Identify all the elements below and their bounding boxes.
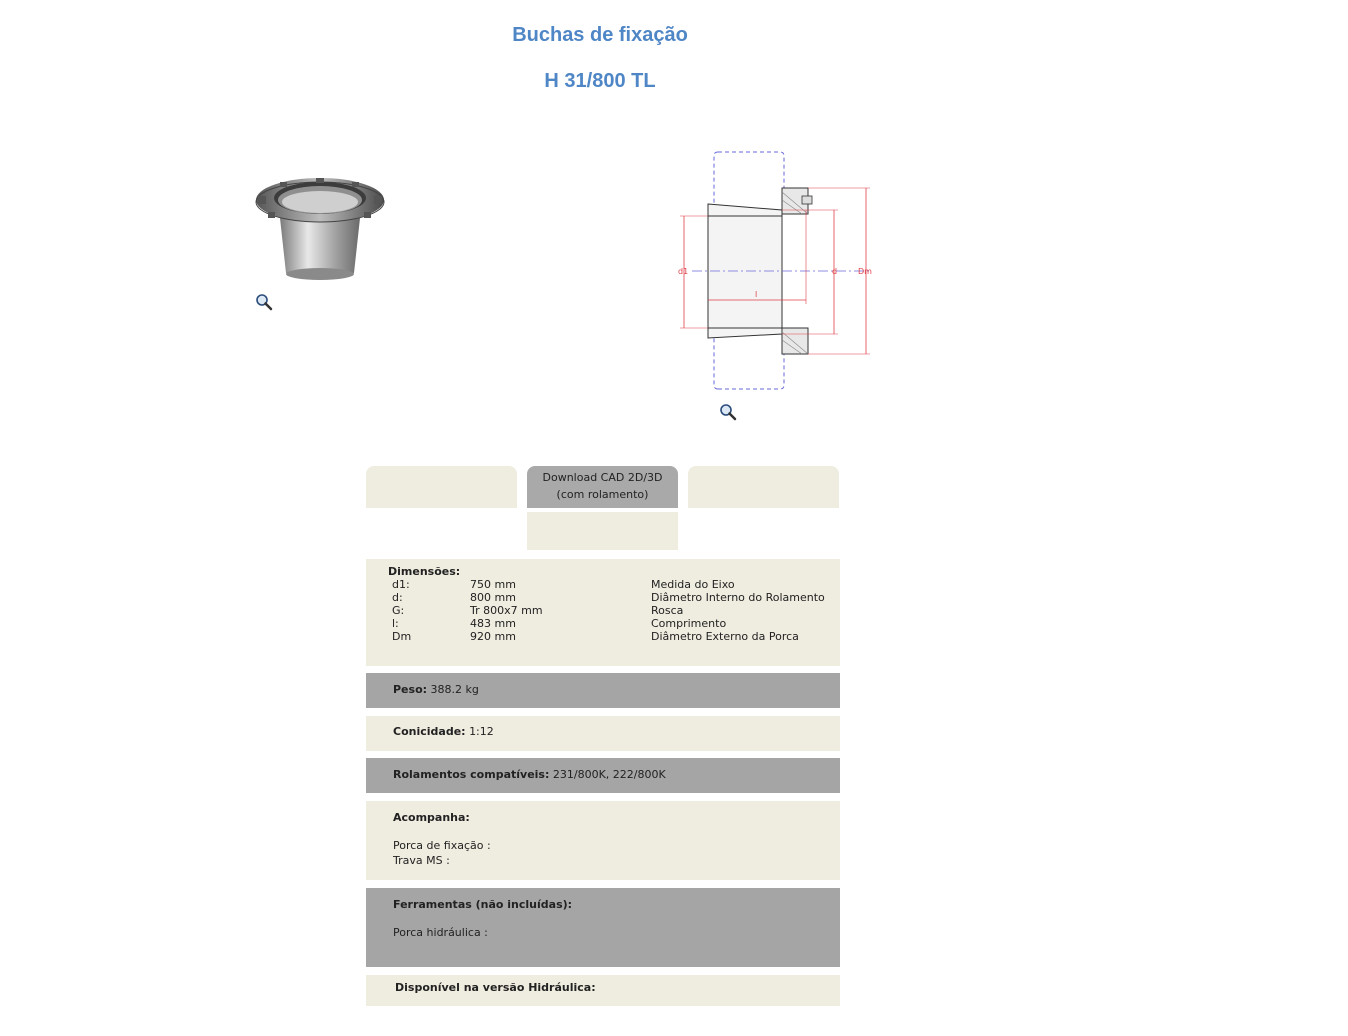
- dimension-symbol: G:: [392, 604, 405, 617]
- label-dm: Dm: [858, 267, 872, 276]
- dimension-row: [388, 617, 825, 630]
- compatible-bearings-value: 231/800K, 222/800K: [552, 768, 666, 781]
- dimension-row: [388, 604, 825, 617]
- tab-empty-left[interactable]: [366, 466, 517, 508]
- dimension-value: 750 mm: [470, 578, 516, 591]
- included-items-panel: [366, 801, 840, 880]
- dimensions-table: [388, 578, 825, 643]
- dimensions-panel: [366, 559, 840, 666]
- label-d1: d1: [678, 267, 689, 276]
- dimension-description: Comprimento: [651, 617, 727, 630]
- tab-content-area: [527, 512, 678, 550]
- tab-download-line1: Download CAD 2D/3D: [542, 471, 663, 484]
- dimension-row: [388, 591, 825, 604]
- dimension-row: [388, 630, 825, 643]
- dimensions-heading: Dimensões:: [388, 565, 461, 578]
- dimension-symbol: Dm: [392, 630, 412, 643]
- included-items-label: Acompanha:: [393, 811, 470, 824]
- dimension-description: Diâmetro Interno do Rolamento: [651, 591, 825, 604]
- magnifier-icon[interactable]: [255, 293, 273, 311]
- taper-panel: [366, 716, 840, 751]
- dimension-value: 920 mm: [470, 630, 516, 643]
- dimension-description: Medida do Eixo: [651, 578, 735, 591]
- tools-panel: [366, 888, 840, 967]
- dimension-value: 800 mm: [470, 591, 516, 604]
- dimension-row: [388, 578, 825, 591]
- weight-panel: [366, 673, 840, 708]
- taper-label: Conicidade:: [393, 725, 466, 738]
- weight-value: 388.2 kg: [430, 683, 479, 696]
- label-l: l: [755, 290, 758, 299]
- dimension-description: Rosca: [651, 604, 684, 617]
- tab-download-cad[interactable]: [527, 466, 678, 508]
- included-item-lock: Trava MS :: [393, 854, 450, 867]
- weight-label: Peso:: [393, 683, 428, 696]
- included-item-nut: Porca de fixação :: [393, 839, 491, 852]
- dimension-description: Diâmetro Externo da Porca: [651, 630, 799, 643]
- dimension-value: 483 mm: [470, 617, 516, 630]
- product-photo: [250, 168, 390, 283]
- tab-download-line2: (com rolamento): [556, 488, 649, 501]
- hydraulic-version-panel: [366, 975, 840, 1006]
- page-title: Buchas de fixação: [512, 24, 688, 46]
- technical-drawing: [672, 148, 882, 393]
- tool-hydraulic-nut: Porca hidráulica :: [393, 926, 488, 939]
- compatible-bearings-label: Rolamentos compatíveis:: [393, 768, 550, 781]
- dimension-symbol: d1:: [392, 578, 410, 591]
- hydraulic-version-label: Disponível na versão Hidráulica:: [395, 981, 596, 994]
- magnifier-icon[interactable]: [719, 403, 737, 421]
- tab-empty-right[interactable]: [688, 466, 839, 508]
- taper-value: 1:12: [469, 725, 494, 738]
- label-d: d: [832, 267, 838, 276]
- dimension-value: Tr 800x7 mm: [470, 604, 543, 617]
- product-code: H 31/800 TL: [544, 70, 656, 92]
- dimension-symbol: l:: [392, 617, 399, 630]
- tools-label: Ferramentas (não incluídas):: [393, 898, 573, 911]
- compatible-bearings-panel: [366, 758, 840, 793]
- dimension-symbol: d:: [392, 591, 403, 604]
